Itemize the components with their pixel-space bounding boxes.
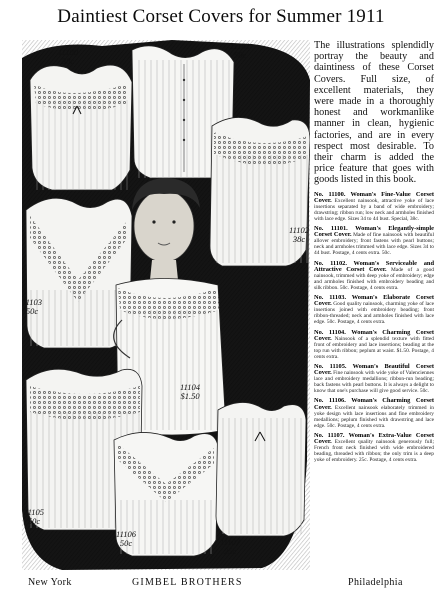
item-description bbox=[314, 398, 434, 428]
code-price: $1.50 bbox=[180, 390, 200, 401]
corset-cover-11107 bbox=[216, 402, 306, 536]
code-label-11106 bbox=[116, 530, 136, 547]
description-column bbox=[314, 40, 434, 572]
footer-store-name: GIMBEL BROTHERS bbox=[132, 577, 243, 588]
code-price: 50c bbox=[119, 537, 133, 548]
item-description bbox=[314, 433, 434, 463]
item-body: Fine nainsook with wide yoke of Valenciennes lace and embroidery medallions; ribbon-run beading; back fastens with pearl buttons. It is always a delight to know that one's purchase will give good service. 50c. bbox=[314, 370, 434, 395]
item-body: Good quality nainsook, charming yoke of lace insertions joined with embroidery beading; front ribbon-threaded; neck and armholes finished with lace edge. 50c. Postage, 4 cents extra. bbox=[314, 301, 434, 326]
code-price: 38c bbox=[292, 233, 306, 244]
code-label-11101 bbox=[230, 42, 250, 59]
item-heading: No. 11106. Woman's Charming Corset Cover. bbox=[314, 397, 434, 411]
item-body: Nainsook of a splendid texture with fitted front of embroidery and lace insertions; beading at the top run with ribbon; peplum at waist. $1.50. Postage, 4 cents extra. bbox=[314, 335, 434, 360]
code-label-11104 bbox=[180, 383, 200, 400]
code-label-11103 bbox=[22, 298, 42, 315]
code-price: 50c bbox=[25, 305, 39, 316]
item-heading: No. 11101. Woman's Elegantly-simple Corset Cover. bbox=[314, 225, 434, 239]
item-heading: No. 11104. Woman's Charming Corset Cover. bbox=[314, 328, 434, 342]
corset-cover-11103 bbox=[26, 198, 132, 348]
item-heading: No. 11102. Woman's Serviceable and Attractive Corset Cover. bbox=[314, 259, 434, 273]
code-number: 11103 bbox=[22, 297, 42, 307]
item-description bbox=[314, 261, 434, 291]
code-price: 25c bbox=[223, 545, 237, 556]
item-body: Made of a good nainsook, trimmed with deep yoke of embroidery; edge and armholes finished with embroidery beading and silk ribbon. 50c. Postage, 4 cents extra. bbox=[314, 266, 434, 291]
corset-cover-11100 bbox=[30, 65, 132, 190]
item-description bbox=[314, 295, 434, 325]
corset-cover-11102 bbox=[210, 117, 310, 266]
code-number: 11105 bbox=[24, 507, 44, 517]
code-label-11105 bbox=[24, 508, 44, 525]
item-description bbox=[314, 330, 434, 360]
item-body: Excellent nainsook elaborately trimmed in yoke design with lace insertions and fine embroidery medallions; peplum finished with drawstring and lace edge. 50c. Postage, 4 cents extra. bbox=[314, 404, 434, 429]
code-number: 11102 bbox=[289, 225, 309, 235]
footer-city-left: New York bbox=[28, 577, 72, 588]
item-body: Made of fine nainsook with beautiful allover embroidery; front fastens with pearl buttons; neck and armholes trimmed with lace edge. Sizes 34 to 44 bust. Postage, 4 cents extra. 50c. bbox=[314, 232, 434, 257]
page-title: Daintiest Corset Covers for Summer 1911 bbox=[57, 6, 385, 27]
item-description bbox=[314, 364, 434, 394]
item-body: Excellent nainsook, attractive yoke of lace insertions separated by a band of wide embroidery; drawstring; ribbon run; low neck and armholes finished with lace edge. Sizes 34 to 44 bust. Special, 38c. bbox=[314, 197, 434, 223]
code-label-11107 bbox=[220, 538, 240, 555]
item-heading: No. 11100. Woman's Fine-Value Corset Cover. bbox=[314, 190, 434, 204]
code-number: 11107 bbox=[220, 537, 240, 547]
corset-covers-illustration bbox=[22, 40, 310, 570]
item-description bbox=[314, 192, 434, 222]
item-body: Excellent quality nainsook generously full; French front neck finished with wide embroidered beading, threaded with ribbon; the only trim is a deep yoke of embroidery. 25c. Postage, 4 cents extra. bbox=[314, 439, 434, 464]
item-description bbox=[314, 226, 434, 256]
code-price: 50c bbox=[233, 49, 247, 60]
code-number: 11104 bbox=[180, 382, 200, 392]
code-label-11102 bbox=[289, 226, 309, 243]
code-price: 38c bbox=[61, 55, 75, 66]
code-label-11100 bbox=[58, 48, 78, 65]
footer-city-right: Philadelphia bbox=[348, 577, 403, 588]
item-heading: No. 11107. Woman's Extra-Value Corset Cover. bbox=[314, 431, 434, 446]
item-heading: No. 11105. Woman's Beautiful Corset Cover. bbox=[314, 362, 434, 377]
code-number: 11106 bbox=[116, 529, 136, 539]
code-number: 11100 bbox=[58, 47, 78, 57]
code-number: 11101 bbox=[230, 41, 250, 51]
item-heading: No. 11103. Woman's Elaborate Corset Cover. bbox=[314, 294, 434, 308]
item-descriptions bbox=[314, 192, 434, 464]
code-price: 50c bbox=[27, 515, 41, 526]
intro-paragraph: The illustrations splendidly portray the beauty and daintiness of these Corset Covers. Full size, of excellent materials, they were made in a thoroughly honest and workmanlike manner in clean, hygienic factories, and are in every respect most desirable. To their charm is added the price feature that goes with goods listed in this book. bbox=[314, 40, 434, 186]
